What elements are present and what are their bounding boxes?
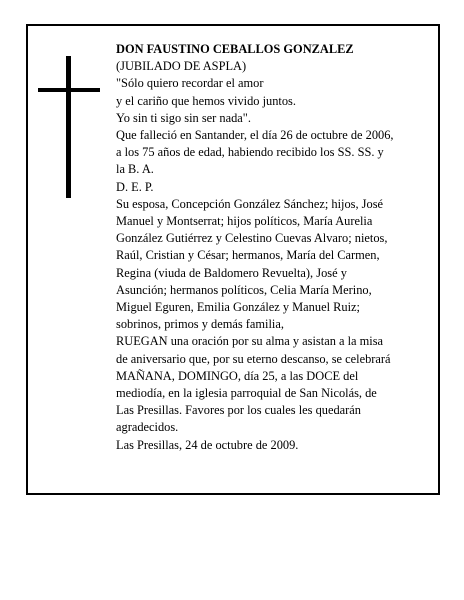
notice-line: D. E. P. bbox=[116, 179, 154, 194]
notice-line: Las Presillas. Favores por los cuales les quedarán bbox=[116, 403, 361, 418]
notice-line: sobrinos, primos y demás familia, bbox=[116, 317, 284, 332]
notice-line: Raúl, Cristian y César; hermanos, María del Carmen, bbox=[116, 248, 380, 263]
notice-line: (JUBILADO DE ASPLA) bbox=[116, 59, 247, 74]
deceased-name: DON FAUSTINO CEBALLOS GONZALEZ bbox=[116, 42, 354, 56]
cross-horizontal-bar bbox=[38, 88, 100, 92]
cross-icon bbox=[38, 56, 100, 198]
notice-line: Regina (viuda de Baldomero Revuelta), José y bbox=[116, 265, 347, 280]
cross-vertical-bar bbox=[66, 56, 71, 198]
notice-line: Su esposa, Concepción González Sánchez; hijos, José bbox=[116, 196, 384, 211]
notice-line: RUEGAN una oración por su alma y asistan a la misa bbox=[116, 334, 384, 349]
notice-line: González Gutiérrez y Celestino Cuevas Alvaro; nietos, bbox=[116, 231, 388, 246]
notice-line: de aniversario que, por su eterno descanso, se celebrará bbox=[116, 351, 391, 366]
notice-line: a los 75 años de edad, habiendo recibido los SS. SS. y bbox=[116, 145, 384, 160]
notice-line: Las Presillas, 24 de octubre de 2009. bbox=[116, 437, 299, 452]
notice-line: Asunción; hermanos políticos, Celia María Merino, bbox=[116, 282, 372, 297]
notice-line: MAÑANA, DOMINGO, día 25, a las DOCE del bbox=[116, 368, 359, 383]
notice-line: la B. A. bbox=[116, 162, 154, 177]
notice-line: Miguel Eguren, Emilia González y Manuel Ruiz; bbox=[116, 300, 360, 315]
notice-text bbox=[116, 41, 434, 454]
notice-line: Yo sin ti sigo sin ser nada". bbox=[116, 110, 251, 125]
notice-line: Manuel y Montserrat; hijos políticos, María Aurelia bbox=[116, 214, 373, 229]
notice-line: Que falleció en Santander, el día 26 de octubre de 2006, bbox=[116, 128, 394, 143]
notice-line: y el cariño que hemos vivido juntos. bbox=[116, 93, 296, 108]
notice-line: agradecidos. bbox=[116, 420, 179, 435]
notice-line: mediodía, en la iglesia parroquial de San Nicolás, de bbox=[116, 386, 377, 401]
notice-line: "Sólo quiero recordar el amor bbox=[116, 76, 264, 91]
obituary-notice bbox=[26, 24, 440, 495]
